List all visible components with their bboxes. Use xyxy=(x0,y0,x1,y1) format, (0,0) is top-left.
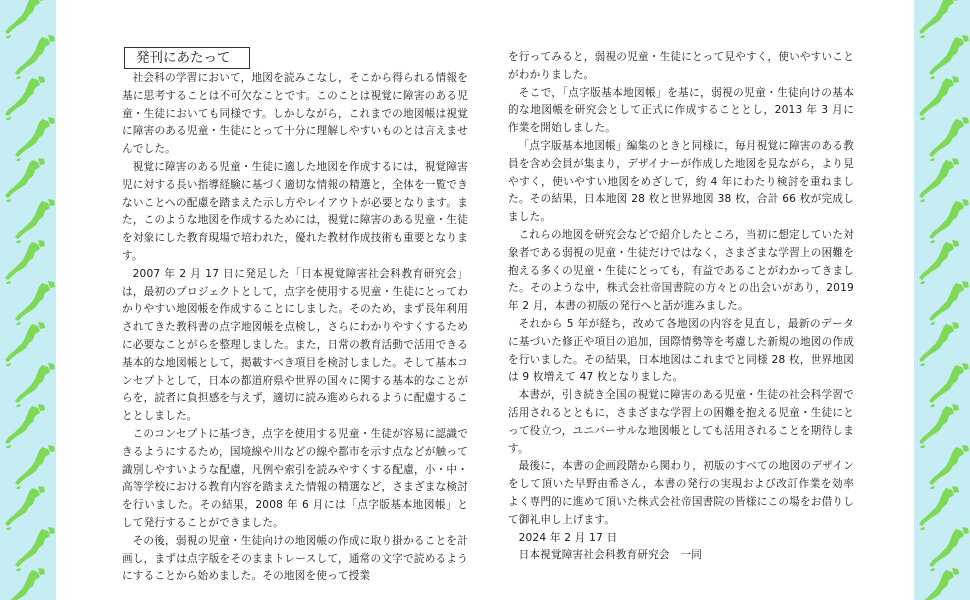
japan-map-icon xyxy=(926,363,970,407)
paragraph: 2007 年 2 月 17 日に発足した「日本視覚障害社会科教育研究会」は，最初のプロジェクトとして，点字を使用する児童・生徒にとってわかりやすい地図帳を作成することにしました。そのため，まず長年利用されてきた教科書の点字地図帳を点検し，さらにわかりやすくするために必要なことがらを整理しました。また，日常の教育活動で活用できる基本的な地図帳として，掲載すべき項目を検討しました。そして基本コンセプトとして，日本の都道府県や世界の国々に関する基本的なことがらを，読者に負担感を与えず，適切に読み進められるように配慮することとしました。 xyxy=(122,267,468,423)
japan-map-icon xyxy=(916,404,960,448)
japan-map-icon xyxy=(12,199,56,243)
japan-map-icon xyxy=(12,363,56,407)
japan-map-icon xyxy=(926,281,970,325)
right-border-strip xyxy=(914,0,970,600)
japan-map-icon xyxy=(12,117,56,161)
japan-map-icon xyxy=(12,445,56,489)
left-column xyxy=(122,70,468,586)
japan-map-icon xyxy=(916,158,960,202)
paragraph: これらの地図を研究会などで紹介したところ，当初に想定していた対象者である弱視の児童・生徒だけではなく，さまざまな学習上の困難を抱える多くの児童・生徒にとっても，有益であることがわかってきました。そのような中，株式会社帝国書院の方々との出会いがあり，2019 年 2 月，本書の初版の発行へと話が進みました。 xyxy=(508,228,854,313)
japan-map-icon xyxy=(916,568,960,600)
page-heading: 発刊にあたって xyxy=(124,47,250,69)
paragraph: このコンセプトに基づき，点字を使用する児童・生徒が容易に認識できるようにするため，国境線や川などの線や都市を示す点などが触って識別しやすいような配慮，凡例や索引を読みやすくする配慮，小・中・高等学校における教育内容を踏まえた情報の精選など，さまざまな検討を行いました。その結果，2008 年 6 月には「点字版基本地図帳」として発行することができました。 xyxy=(122,427,468,529)
paragraph: その後，弱視の児童・生徒向けの地図帳の作成に取り掛かることを計画し，まずは点字版をそのままトレースして，通常の文字で読めるようにすることから始めました。その地図を使って授業 xyxy=(122,534,468,583)
japan-map-icon xyxy=(2,158,46,202)
japan-map-icon xyxy=(926,117,970,161)
paragraph-continued: を行ってみると，弱視の児童・生徒にとって見やすく，使いやすいことがわかりました。 xyxy=(508,51,854,81)
paragraph: 本書が，引き続き全国の視覚に障害のある児童・生徒の社会科学習で活用されるとともに，さまざまな学習上の困難を抱える児童・生徒にとって役立つ，ユニバーサルな地図帳としても活用されることを期待します。 xyxy=(508,389,854,455)
paragraph: 「点字版基本地図帳」編集のときと同様に，毎月視覚に障害のある教員を含め会員が集まり，デザイナーが作成した地図を見ながら，より見やすく，使いやすい地図をめざして，約 4 年にわたり検討を重ねました。その結果，日本地図 28 枚と世界地図 38 枚，合計 66 枚が完成しました。 xyxy=(508,139,854,224)
paragraph: 最後に，本書の企画段階から関わり，初版のすべての地図のデザインをして頂いた早野由希さん，本書の発行の実現および改訂作業を効率よく専門的に進めて頂いた株式会社帝国書院の皆様にこの場をお借りして御礼申し上げます。 xyxy=(508,460,854,526)
japan-map-icon xyxy=(2,0,46,38)
japan-map-icon xyxy=(2,322,46,366)
japan-map-icon xyxy=(12,281,56,325)
japan-map-icon xyxy=(916,322,960,366)
paragraph: 視覚に障害のある児童・生徒に適した地図を作成するには，視覚障害児に対する長い指導経験に基づく適切な情報の精選と，全体を一覧できないことへの配慮を踏まえた示し方やレイアウトが必要となります。また，このような地図を作成するためには，視覚に障害のある児童・生徒を対象にした教育現場で培われた，優れた教材作成技術も重要となります。 xyxy=(122,160,468,262)
japan-map-icon xyxy=(926,35,970,79)
japan-map-icon xyxy=(2,486,46,530)
signature: 日本視覚障害社会科教育研究会 一同 xyxy=(518,549,703,562)
japan-map-icon xyxy=(916,0,960,38)
japan-map-icon xyxy=(2,240,46,284)
japan-map-icon xyxy=(2,404,46,448)
japan-map-icon xyxy=(916,76,960,120)
paragraph: それから 5 年が経ち，改めて各地図の内容を見直し，最新のデータに基づいた修正や項目の追加，国際情勢等を考慮した新規の地図の作成を行いました。その結果，日本地図はこれまでと同様 28 枚，世界地図は 9 枚増えて 47 枚となりました。 xyxy=(508,317,854,384)
japan-map-icon xyxy=(916,240,960,284)
japan-map-icon xyxy=(926,199,970,243)
paragraph: そこで，「点字版基本地図帳」を基に，弱視の児童・生徒向けの基本的な地図帳を研究会として正式に作成することとし，2013 年 3 月に作業を開始しました。 xyxy=(508,86,854,135)
japan-map-icon xyxy=(916,486,960,530)
date: 2024 年 2 月 17 日 xyxy=(518,531,618,544)
japan-map-icon xyxy=(2,568,46,600)
right-column xyxy=(508,49,854,565)
left-border-strip xyxy=(0,0,56,600)
japan-map-icon xyxy=(926,527,970,571)
japan-map-icon xyxy=(12,527,56,571)
paragraph: 社会科の学習において，地図を読みこなし，そこから得られる情報を基に思考することは不可欠なことです。このことは視覚に障害のある児童・生徒においても同様です。しかしながら，これまでの地図帳は視覚に障害のある児童・生徒にとって十分に理解しやすいものとは言えませんでした。 xyxy=(122,72,468,156)
japan-map-icon xyxy=(12,35,56,79)
japan-map-icon xyxy=(926,445,970,489)
japan-map-icon xyxy=(2,76,46,120)
